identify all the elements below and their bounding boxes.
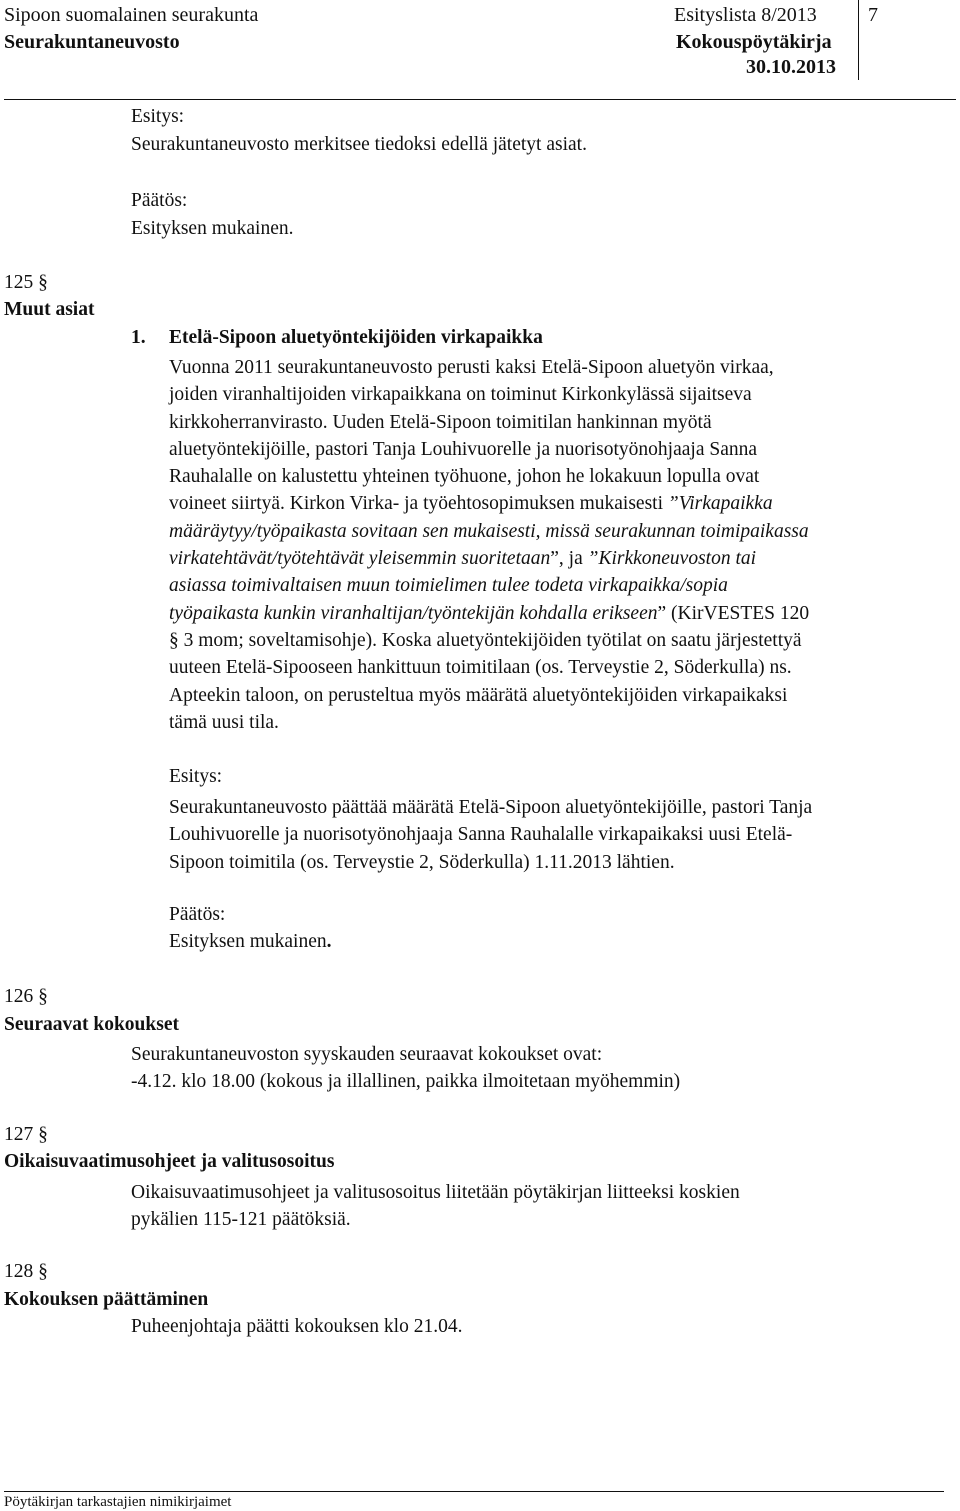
section-number: 127 § bbox=[4, 1124, 48, 1145]
header-agenda-number: Esityslista 8/2013 bbox=[674, 4, 817, 26]
section-body bbox=[131, 1041, 680, 1096]
esitys-label: Esitys: bbox=[169, 766, 223, 787]
quotation-line: asiassa toimivaltaisen muun toimielimen tulee todeta virkapaikka/sopia bbox=[169, 575, 728, 597]
page-number: 7 bbox=[868, 4, 878, 26]
esitys-line: Louhivuorelle ja nuorisotyönohjaaja Sanna Rauhalalle virkapaikaksi uusi Etelä- bbox=[169, 824, 793, 846]
header-organization: Sipoon suomalainen seurakunta bbox=[4, 4, 259, 26]
body-line: uuteen Etelä-Sipooseen hankittuun toimitilaan (os. Terveystie 2, Söderkulla) ns. bbox=[169, 657, 792, 679]
body-line: kirkkoherranvirasto. Uuden Etelä-Sipoon toimitilan hankinnan myötä bbox=[169, 411, 712, 433]
section-title: Muut asiat bbox=[4, 299, 95, 320]
esitys-line: Seurakuntaneuvosto päättää määrätä Etelä-Sipoon aluetyöntekijöille, pastori Tanja bbox=[169, 797, 813, 818]
body-line: Rauhalalle on kalustettu yhteinen työhuone, johon he lokakuun lopulla ovat bbox=[169, 466, 760, 488]
body-line: Oikaisuvaatimusohjeet ja valitusosoitus liitetään pöytäkirjan liitteeksi koskien bbox=[131, 1182, 740, 1203]
footer-label: Pöytäkirjan tarkastajien nimikirjaimet bbox=[4, 1494, 232, 1510]
paatos-text: Esityksen mukainen. bbox=[131, 218, 294, 239]
body-line: pykälien 115-121 päätöksiä. bbox=[131, 1209, 351, 1231]
body-line: työpaikasta kunkin viranhaltijan/työntekijän kohdalla erikseen” (KirVESTES 120 bbox=[169, 602, 810, 624]
header-rule bbox=[4, 99, 956, 100]
body-line: Apteekin taloon, on perusteltua myös määrätä aluetyöntekijöiden virkapaikaksi bbox=[169, 684, 788, 706]
section-body bbox=[131, 1179, 740, 1234]
header-body: Seurakuntaneuvosto bbox=[4, 31, 180, 53]
body-line: voineet siirtyä. Kirkon Virka- ja työehtosopimuksen mukaisesti ”Virkapaikka bbox=[169, 493, 773, 515]
header-divider bbox=[858, 0, 859, 80]
section-number: 126 § bbox=[4, 986, 48, 1007]
section-body: Puheenjohtaja päätti kokouksen klo 21.04. bbox=[131, 1316, 463, 1337]
section-number: 125 § bbox=[4, 272, 48, 293]
paatos-label: Päätös: bbox=[169, 904, 226, 925]
esitys-label: Esitys: bbox=[131, 106, 185, 127]
body-line: tämä uusi tila. bbox=[169, 711, 279, 733]
esitys-line: Sipoon toimitila (os. Terveystie 2, Söderkulla) 1.11.2013 lähtien. bbox=[169, 851, 675, 873]
section-title: Kokouksen päättäminen bbox=[4, 1289, 209, 1310]
esitys-text bbox=[169, 794, 812, 876]
esitys-text: Seurakuntaneuvosto merkitsee tiedoksi edellä jätetyt asiat. bbox=[131, 134, 587, 155]
paatos-label: Päätös: bbox=[131, 190, 188, 211]
body-line: virkatehtävät/työtehtävät yleisemmin suoritetaan”, ja ”Kirkkoneuvoston tai bbox=[169, 548, 757, 570]
header-minutes-label: Kokouspöytäkirja bbox=[676, 31, 832, 53]
item-number: 1. bbox=[131, 327, 146, 348]
body-line: aluetyöntekijöille, pastori Tanja Louhivuorelle ja nuorisotyönohjaaja Sanna bbox=[169, 438, 757, 460]
body-line: § 3 mom; soveltamisohje). Koska aluetyöntekijöiden työtilat on saatu järjestettyä bbox=[169, 629, 802, 651]
item-title: Etelä-Sipoon aluetyöntekijöiden virkapaikka bbox=[169, 327, 543, 348]
section-title: Seuraavat kokoukset bbox=[4, 1014, 179, 1035]
body-line: Vuonna 2011 seurakuntaneuvosto perusti kaksi Etelä-Sipoon aluetyön virkaa, bbox=[169, 357, 774, 378]
header-date: 30.10.2013 bbox=[746, 56, 836, 78]
section-number: 128 § bbox=[4, 1261, 48, 1282]
body-line: -4.12. klo 18.00 (kokous ja illallinen, paikka ilmoitetaan myöhemmin) bbox=[131, 1071, 681, 1093]
item-body bbox=[169, 354, 809, 736]
paatos-text: Esityksen mukainen. bbox=[169, 931, 332, 952]
section-title: Oikaisuvaatimusohjeet ja valitusosoitus bbox=[4, 1151, 335, 1172]
body-line: joiden viranhaltijoiden virkapaikkana on toiminut Kirkonkylässä sijaitseva bbox=[169, 384, 752, 406]
footer-rule bbox=[4, 1491, 944, 1492]
body-line: Seurakuntaneuvoston syyskauden seuraavat kokoukset ovat: bbox=[131, 1044, 603, 1065]
quotation-line: määräytyy/työpaikasta sovitaan sen mukaisesti, missä seurakunnan toimipaikassa bbox=[169, 520, 809, 542]
quotation: ”Virkapaikka bbox=[667, 493, 773, 515]
